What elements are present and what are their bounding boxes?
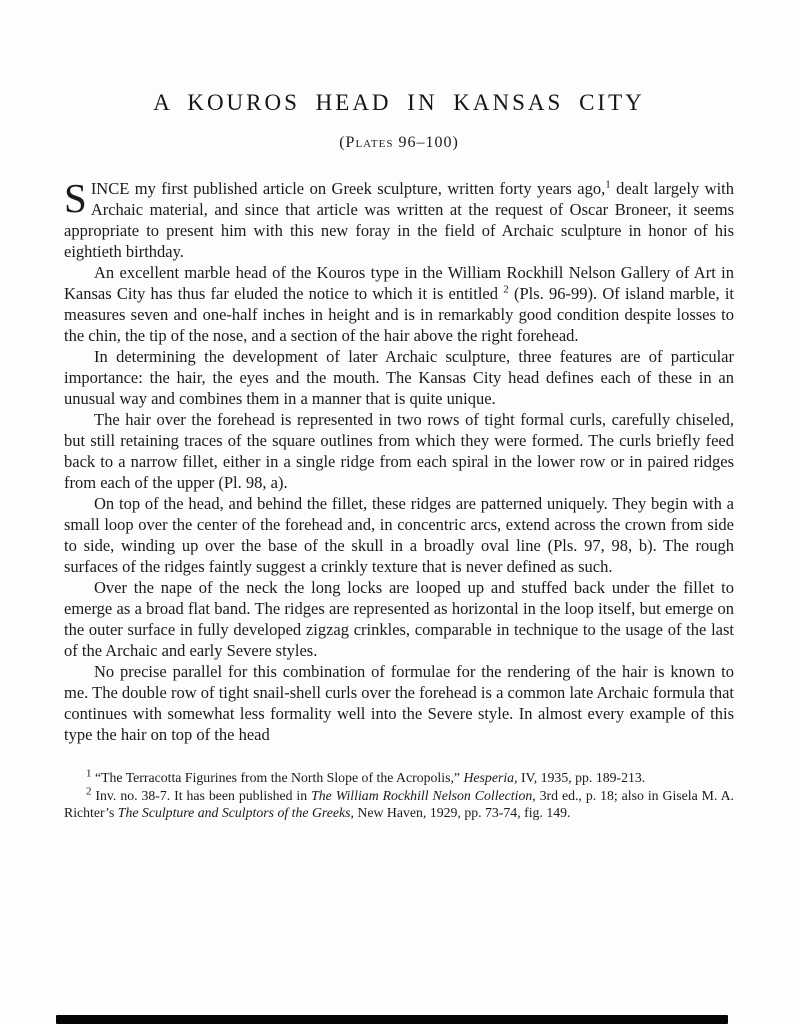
footnote (64, 769, 734, 787)
footnote-ref: 2 (503, 283, 509, 296)
footnote-ref: 1 (86, 767, 92, 780)
italic-text-run: Hesperia (463, 770, 515, 785)
text-run: In determining the development of later Archaic sculpture, three features are of particular importance: the hair, the eyes and the mouth. The Kansas City head defines each of these in an unusual way and combines them in a manner that is quite unique. (64, 347, 734, 408)
article-title: A KOUROS HEAD IN KANSAS CITY (153, 90, 645, 115)
paragraph (64, 493, 734, 577)
paragraph (64, 346, 734, 409)
footnote-ref: 2 (86, 784, 92, 797)
italic-text-run: The William Rockhill Nelson Collection (311, 787, 533, 803)
paragraph (64, 661, 734, 745)
text-run: , New Haven, 1929, pp. 73-74, fig. 149. (350, 805, 571, 820)
footnote-ref: 1 (605, 178, 611, 191)
drop-cap: S (64, 175, 87, 221)
italic-text-run: The Sculpture and Sculptors of the Greeks (117, 805, 351, 820)
text-run: Inv. no. 38-7. It has been published in (91, 787, 312, 803)
text-run: INCE my first published article on Greek sculpture, written forty years ago, (90, 179, 606, 198)
footnotes (64, 769, 734, 822)
paragraph (64, 577, 734, 661)
paragraph (64, 409, 734, 493)
text-run: On top of the head, and behind the fillet, these ridges are patterned uniquely. They begin with a small loop over the center of the forehead and, in concentric arcs, extend across the crown from side to side, winding up over the base of the skull in a broadly oval line (Pls. 97, 98, b). The rough surfaces of the ridges faintly suggest a crinkly texture that is never defined as such. (64, 494, 734, 576)
text-run: The hair over the forehead is represented in two rows of tight formal curls, carefully chiseled, but still retaining traces of the square outlines from which they were formed. The curls briefly feed back to a narrow fillet, either in a single ridge from each spiral in the lower row or in paired ridges from each of the upper (Pl. 98, a). (64, 410, 734, 492)
paragraph (64, 262, 734, 346)
scan-edge-artifact (56, 1015, 728, 1024)
text-run: (Pls. 96-99). Of island marble, it measures seven and one-half inches in height and is in remarkably good condition despite losses to the chin, the tip of the nose, and a section of the hair above the right forehead. (64, 284, 734, 345)
text-run: , IV, 1935, pp. 189-213. (514, 770, 646, 785)
text-run: , 3rd ed., p. 18; also in Gisela M. A. Richter’s (64, 787, 734, 820)
article-body (64, 175, 734, 745)
text-run: “The Terracotta Figurines from the North Slope of the Acropolis,” (91, 770, 464, 785)
paragraph (64, 175, 734, 262)
text-run: dealt largely with Archaic material, and since that article was written at the request of Oscar Broneer, it seems appropriate to present him with this new foray in the field of Archaic sculpture in honor of his eightieth birthday. (64, 179, 734, 261)
text-run: An excellent marble head of the Kouros type in the William Rockhill Nelson Gallery of Art in Kansas City has thus far eluded the notice to which it is entitled (64, 263, 734, 303)
footnote (64, 784, 734, 822)
text-run: Over the nape of the neck the long locks are looped up and stuffed back under the fillet to emerge as a broad flat band. The ridges are represented as horizontal in the loop itself, but emerge on the outer surface in fully developed zigzag crinkles, comparable in technique to the usage of the last of the Archaic and early Severe styles. (64, 578, 734, 660)
text-run: No precise parallel for this combination of formulae for the rendering of the hair is known to me. The double row of tight snail-shell curls over the forehead is a common late Archaic formula that continues with somewhat less formality well into the Severe style. In almost every example of this type the hair on top of the head (64, 662, 734, 744)
plates-subtitle: (Plates 96–100) (339, 134, 459, 151)
